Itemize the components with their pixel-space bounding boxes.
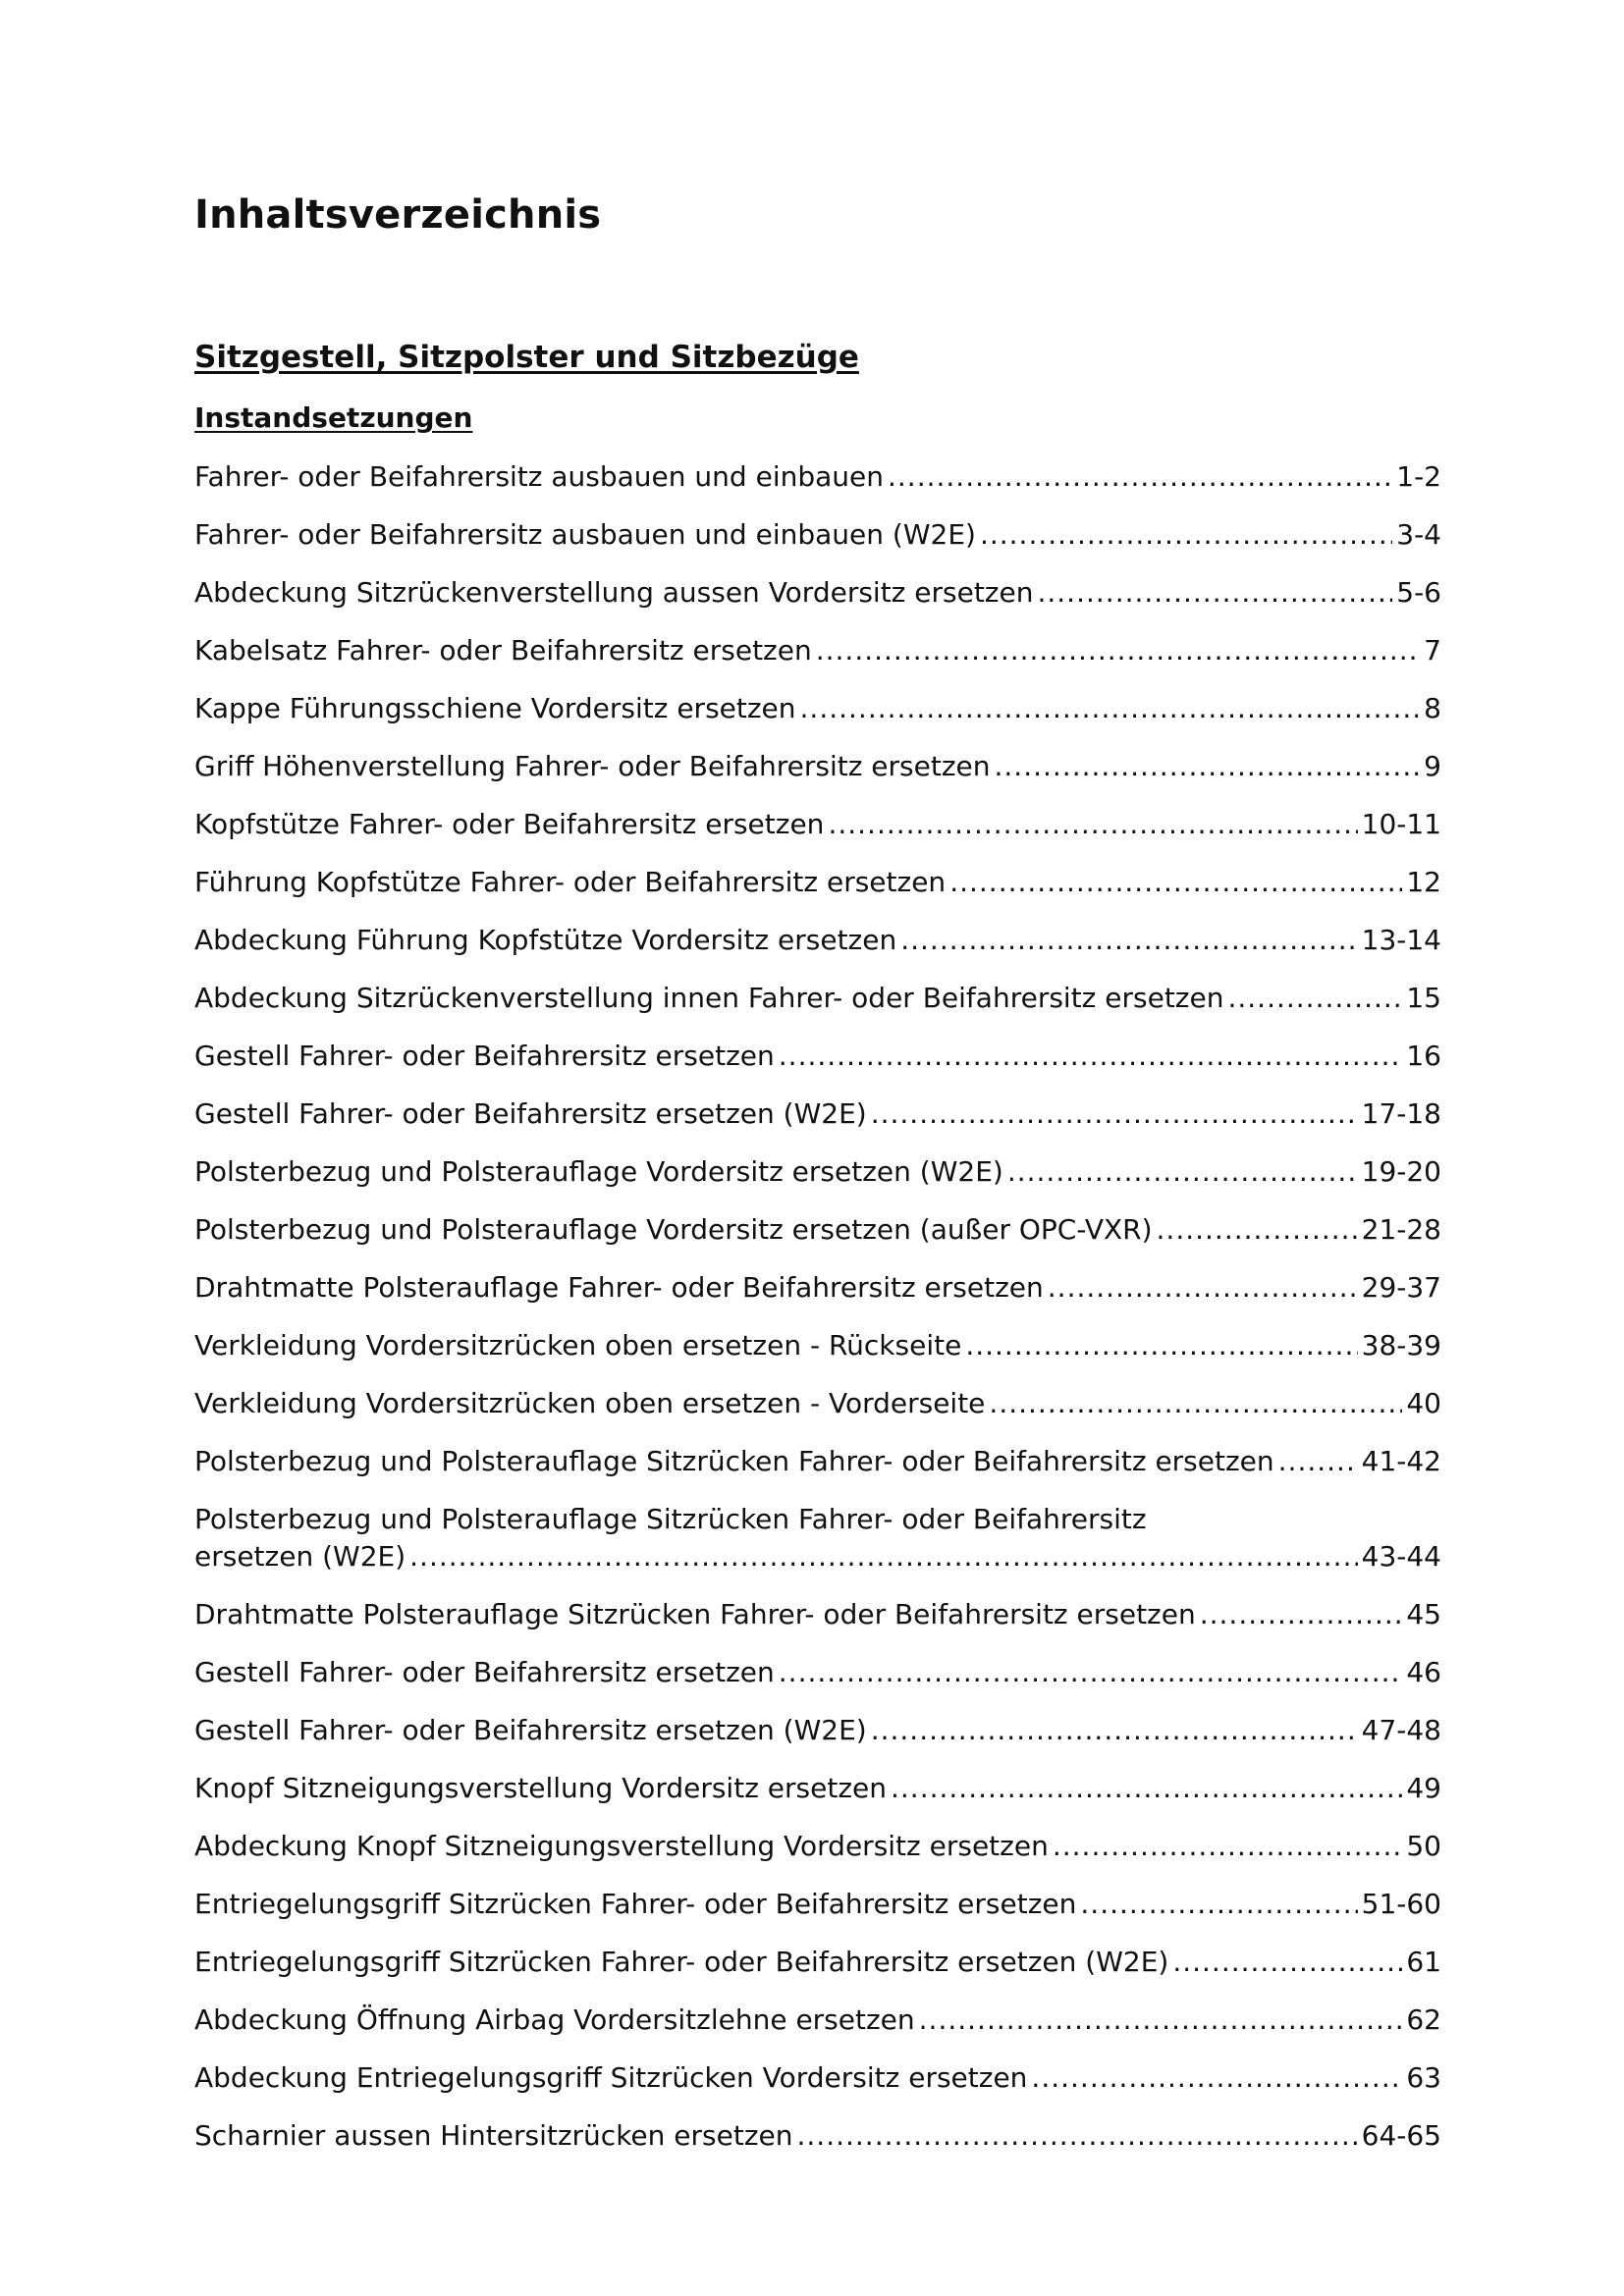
toc-leader-dots <box>871 1712 1358 1749</box>
toc-page-number: 50 <box>1406 1830 1441 1862</box>
toc-entry[interactable] <box>194 1385 1441 1443</box>
toc-entry[interactable] <box>194 1269 1441 1327</box>
toc-page-number: 7 <box>1424 634 1441 667</box>
toc-entry[interactable] <box>194 690 1441 748</box>
toc-page-number: 1-2 <box>1396 460 1441 493</box>
toc-entry[interactable] <box>194 1770 1441 1828</box>
toc-entry-title: Fahrer- oder Beifahrersitz ausbauen und einbauen <box>194 460 884 493</box>
toc-page-number: 46 <box>1406 1656 1441 1688</box>
toc-page-number: 19-20 <box>1361 1155 1441 1188</box>
toc-page-number: 12 <box>1406 866 1441 898</box>
toc-entry-title: Kabelsatz Fahrer- oder Beifahrersitz ersetzen <box>194 634 812 667</box>
toc-entry-title: Abdeckung Knopf Sitzneigungsverstellung Vordersitz ersetzen <box>194 1830 1049 1862</box>
toc-page-number: 51-60 <box>1361 1888 1441 1920</box>
toc-leader-dots <box>779 1654 1403 1691</box>
toc-entry-title: Polsterbezug und Polsterauflage Sitzrücken Fahrer- oder Beifahrersitz ersetzen <box>194 1445 1274 1477</box>
toc-entry[interactable] <box>194 2059 1441 2117</box>
toc-leader-dots <box>1227 980 1402 1017</box>
toc-leader-dots <box>1053 1828 1403 1865</box>
toc-entry[interactable] <box>194 1654 1441 1712</box>
toc-page-number: 45 <box>1406 1598 1441 1630</box>
toc-leader-dots <box>980 516 1392 554</box>
toc-entry-title: Gestell Fahrer- oder Beifahrersitz ersetzen (W2E) <box>194 1714 867 1746</box>
toc-page-number: 41-42 <box>1361 1445 1441 1477</box>
toc-entry[interactable] <box>194 2117 1441 2175</box>
toc-leader-dots <box>900 922 1357 959</box>
section-heading: Sitzgestell, Sitzpolster und Sitzbezüge <box>194 340 859 375</box>
toc-leader-dots <box>949 864 1402 901</box>
toc-entry-title: Kappe Führungsschiene Vordersitz ersetzen <box>194 692 796 724</box>
toc-page-number: 64-65 <box>1361 2119 1441 2152</box>
toc-entry[interactable] <box>194 1153 1441 1211</box>
toc-entry[interactable] <box>194 864 1441 922</box>
toc-entry[interactable] <box>194 1886 1441 1944</box>
toc-leader-dots <box>1048 1269 1358 1307</box>
toc-entry-title: Drahtmatte Polsterauflage Sitzrücken Fahrer- oder Beifahrersitz ersetzen <box>194 1598 1196 1630</box>
toc-leader-dots <box>888 458 1392 496</box>
toc-entry[interactable] <box>194 1501 1441 1596</box>
toc-entry[interactable] <box>194 632 1441 690</box>
toc-entry[interactable] <box>194 806 1441 864</box>
toc-entry-title: Kopfstütze Fahrer- oder Beifahrersitz ersetzen <box>194 808 825 840</box>
toc-entry[interactable] <box>194 980 1441 1038</box>
toc-entry[interactable] <box>194 1944 1441 2002</box>
toc-entry-title: Entriegelungsgriff Sitzrücken Fahrer- oder Beifahrersitz ersetzen (W2E) <box>194 1946 1169 1978</box>
toc-entry[interactable] <box>194 1828 1441 1886</box>
toc-page-number: 61 <box>1406 1946 1441 1978</box>
toc-leader-dots <box>1278 1443 1358 1480</box>
toc-entry[interactable] <box>194 1443 1441 1501</box>
toc-leader-dots <box>1157 1211 1358 1249</box>
toc-entry-title: Polsterbezug und Polsterauflage Sitzrücken Fahrer- oder Beifahrersitz <box>194 1503 1147 1535</box>
toc-entry-title: Entriegelungsgriff Sitzrücken Fahrer- oder Beifahrersitz ersetzen <box>194 1888 1077 1920</box>
toc-leader-dots <box>1200 1596 1403 1633</box>
toc-entry[interactable] <box>194 516 1441 574</box>
toc-leader-dots <box>1080 1886 1357 1923</box>
toc-entry[interactable] <box>194 1327 1441 1385</box>
toc-leader-dots <box>797 2117 1358 2155</box>
toc-entry-title: Gestell Fahrer- oder Beifahrersitz ersetzen (W2E) <box>194 1097 867 1130</box>
toc-entry[interactable] <box>194 1095 1441 1153</box>
toc-entry-title: Abdeckung Sitzrückenverstellung aussen Vordersitz ersetzen <box>194 576 1034 609</box>
page-title: Inhaltsverzeichnis <box>194 192 602 238</box>
toc-page-number: 40 <box>1406 1387 1441 1419</box>
toc-entry-title: Gestell Fahrer- oder Beifahrersitz ersetzen <box>194 1656 775 1688</box>
toc-entry-title: Führung Kopfstütze Fahrer- oder Beifahrersitz ersetzen <box>194 866 947 898</box>
toc-page-number: 9 <box>1424 750 1441 782</box>
toc-leader-dots <box>1172 1944 1402 1981</box>
toc-entry-title: Knopf Sitzneigungsverstellung Vordersitz ersetzen <box>194 1772 887 1804</box>
toc-entry-title: Verkleidung Vordersitzrücken oben ersetzen - Rückseite <box>194 1329 962 1362</box>
toc-entry-title: Fahrer- oder Beifahrersitz ausbauen und einbauen (W2E) <box>194 518 976 551</box>
toc-entry[interactable] <box>194 748 1441 806</box>
toc-page-number: 16 <box>1406 1040 1441 1072</box>
toc-leader-dots <box>779 1038 1403 1075</box>
toc-page-number: 38-39 <box>1361 1329 1441 1362</box>
toc-page-number: 43-44 <box>1361 1540 1441 1573</box>
toc-leader-dots <box>800 690 1421 727</box>
toc-entry-title: Abdeckung Öffnung Airbag Vordersitzlehne ersetzen <box>194 2003 915 2036</box>
toc-entry-title: Verkleidung Vordersitzrücken oben ersetzen - Vorderseite <box>194 1387 986 1419</box>
toc-page-number: 63 <box>1406 2061 1441 2094</box>
toc-entry[interactable] <box>194 2002 1441 2059</box>
toc-page-number: 3-4 <box>1396 518 1441 551</box>
toc-entry-title: Abdeckung Entriegelungsgriff Sitzrücken Vordersitz ersetzen <box>194 2061 1028 2094</box>
toc-entry-title: Polsterbezug und Polsterauflage Vordersitz ersetzen (W2E) <box>194 1155 1003 1188</box>
toc-entry-title: Drahtmatte Polsterauflage Fahrer- oder Beifahrersitz ersetzen <box>194 1271 1044 1304</box>
toc-entry-title: Gestell Fahrer- oder Beifahrersitz ersetzen <box>194 1040 775 1072</box>
toc-entry-title: Abdeckung Sitzrückenverstellung innen Fahrer- oder Beifahrersitz ersetzen <box>194 982 1224 1014</box>
subsection-heading: Instandsetzungen <box>194 401 473 434</box>
toc-page-number: 8 <box>1424 692 1441 724</box>
toc-leader-dots <box>995 748 1421 785</box>
toc-page-number: 17-18 <box>1361 1097 1441 1130</box>
toc-entry[interactable] <box>194 1712 1441 1770</box>
toc-entry[interactable] <box>194 922 1441 980</box>
toc-entry[interactable] <box>194 1596 1441 1654</box>
toc-leader-dots <box>1031 2059 1402 2097</box>
toc-page-number: 49 <box>1406 1772 1441 1804</box>
toc-page-number: 62 <box>1406 2003 1441 2036</box>
toc-entry[interactable] <box>194 574 1441 632</box>
toc-page-number: 29-37 <box>1361 1271 1441 1304</box>
toc-leader-dots <box>828 806 1357 843</box>
toc-entry[interactable] <box>194 458 1441 516</box>
toc-entry-title-continued: ersetzen (W2E) <box>194 1540 406 1573</box>
toc-entry-title: Abdeckung Führung Kopfstütze Vordersitz ersetzen <box>194 924 897 956</box>
toc-entry-title: Scharnier aussen Hintersitzrücken ersetzen <box>194 2119 793 2152</box>
toc-leader-dots <box>1037 574 1392 612</box>
toc-page-number: 10-11 <box>1361 808 1441 840</box>
toc-leader-dots <box>871 1095 1358 1133</box>
toc-entry[interactable] <box>194 1211 1441 1269</box>
toc-leader-dots <box>816 632 1420 669</box>
toc-page-number: 5-6 <box>1396 576 1441 609</box>
toc-entry-title: Polsterbezug und Polsterauflage Vordersitz ersetzen (außer OPC-VXR) <box>194 1213 1153 1246</box>
toc-list <box>194 458 1441 2175</box>
toc-leader-dots <box>919 2002 1403 2039</box>
toc-entry[interactable] <box>194 1038 1441 1095</box>
toc-leader-dots <box>1007 1153 1358 1191</box>
toc-leader-dots <box>989 1385 1402 1422</box>
toc-leader-dots <box>965 1327 1357 1364</box>
toc-leader-dots <box>409 1538 1357 1575</box>
toc-page-number: 47-48 <box>1361 1714 1441 1746</box>
toc-page-number: 21-28 <box>1361 1213 1441 1246</box>
toc-page-number: 13-14 <box>1361 924 1441 956</box>
toc-leader-dots <box>891 1770 1402 1807</box>
toc-page-number: 15 <box>1406 982 1441 1014</box>
toc-entry-title: Griff Höhenverstellung Fahrer- oder Beifahrersitz ersetzen <box>194 750 991 782</box>
